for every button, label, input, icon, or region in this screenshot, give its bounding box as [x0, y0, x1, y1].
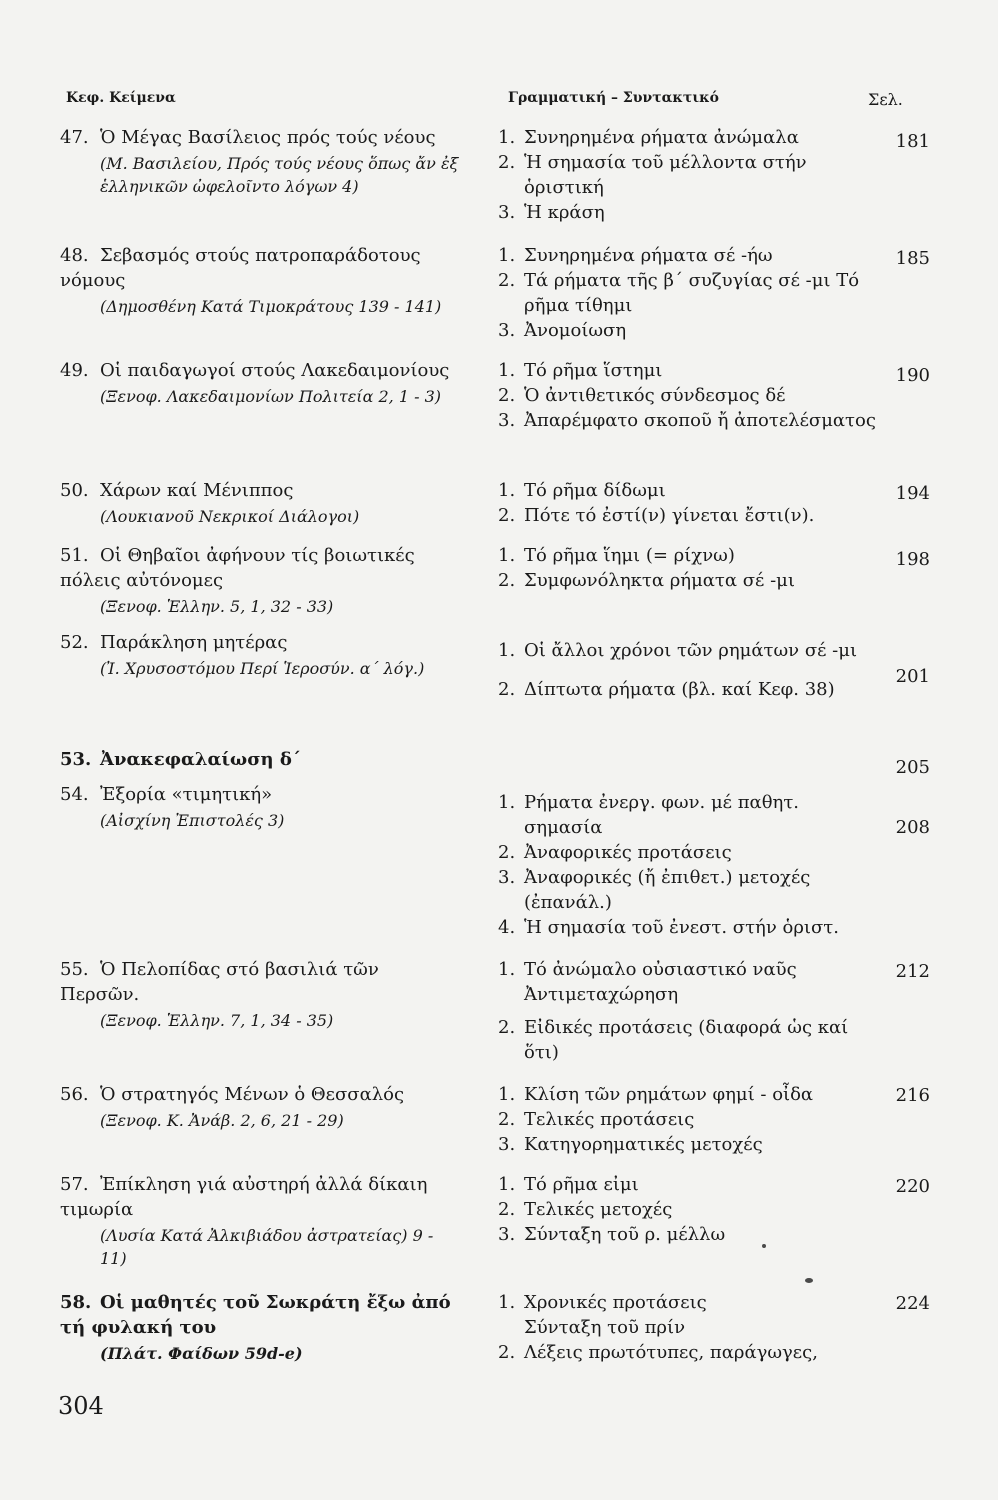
grammar-item: 1. Συνηρημένα ρήματα ἀνώμαλα: [498, 127, 799, 148]
chapter-title: 54. Ἐξορία «τιμητική»: [60, 784, 273, 805]
grammar-item: 1. Τό ρῆμα ἵστημι: [498, 360, 663, 381]
entry-text-column: [60, 358, 460, 408]
grammar-column: [498, 957, 878, 1065]
page-reference: 181: [895, 131, 930, 152]
chapter-source: (Ξενοφ. Κ. Ἀνάβ. 2, 6, 21 - 29): [100, 1111, 344, 1130]
ink-speck: [762, 1244, 766, 1248]
entry-text-column: [60, 1172, 460, 1270]
entry-text-column: [60, 957, 460, 1032]
entry-text-column: [60, 243, 460, 318]
page-reference: 185: [895, 248, 930, 269]
entry-text-column: [60, 478, 460, 528]
grammar-item: 1. Οἱ ἄλλοι χρόνοι τῶν ρημάτων σέ -μι: [498, 640, 857, 661]
chapter-source: (Αἰσχίνη Ἐπιστολές 3): [100, 811, 285, 830]
chapter-source: (Ξενοφ. Ἑλλην. 5, 1, 32 - 33): [100, 597, 334, 616]
grammar-item: 1. Ρήματα ἐνεργ. φων. μέ παθητ. σημασία: [498, 792, 799, 838]
grammar-item: 4. Ἡ σημασία τοῦ ἐνεστ. στήν ὁριστ.: [498, 917, 839, 938]
grammar-column: [498, 125, 878, 225]
chapter-title: 50. Χάρων καί Μένιππος: [60, 480, 294, 501]
ink-speck: [805, 1278, 813, 1283]
grammar-item: 1. Τό ρῆμα εἰμι: [498, 1174, 639, 1195]
page-number: 304: [58, 1392, 104, 1420]
grammar-column: [498, 478, 878, 528]
grammar-item-continuation: Ἀντιμεταχώρηση: [524, 984, 679, 1005]
grammar-item: 2. Τά ρήματα τῆς β΄ συζυγίας σέ -μι Τό ρῆμα τίθημι: [498, 270, 860, 316]
entry-text-column: [60, 747, 460, 772]
page-reference: 216: [895, 1085, 930, 1106]
chapter-source: (Ἰ. Χρυσοστόμου Περί Ἱεροσύν. α΄ λόγ.): [100, 659, 425, 678]
header-chapter-texts: Κεφ. Κείμενα: [66, 90, 176, 106]
header-grammar-syntax: Γραμματική – Συντακτικό: [508, 90, 719, 106]
chapter-source: (Μ. Βασιλείου, Πρός τούς νέους ὅπως ἄν ἐξ ἑλληνικῶν ὠφελοῖντο λόγων 4): [100, 154, 459, 196]
page-reference: 194: [895, 483, 930, 504]
page-reference: 190: [895, 365, 930, 386]
chapter-source: (Λουκιανοῦ Νεκρικοί Διάλογοι): [100, 507, 360, 526]
chapter-source: (Δημοσθένη Κατά Τιμοκράτους 139 - 141): [100, 297, 442, 316]
chapter-title: 47. Ὁ Μέγας Βασίλειος πρός τούς νέους: [60, 127, 436, 148]
page-reference: 224: [895, 1293, 930, 1314]
grammar-item: 2. Ἡ σημασία τοῦ μέλλοντα στήν ὁριστική: [498, 152, 807, 198]
entry-text-column: [60, 782, 460, 832]
chapter-title: 55. Ὁ Πελοπίδας στό βασιλιά τῶν Περσῶν.: [60, 959, 379, 1005]
grammar-column: [498, 243, 878, 343]
entry-text-column: [60, 1290, 460, 1365]
grammar-item: 1. Τό ἀνώμαλο οὐσιαστικό ναῦς: [498, 959, 797, 980]
page-reference: 208: [895, 817, 930, 838]
grammar-column: [498, 1082, 878, 1157]
grammar-item: 1. Κλίση τῶν ρημάτων φημί - οἶδα: [498, 1084, 814, 1105]
grammar-item: 2. Ἀναφορικές προτάσεις: [498, 842, 732, 863]
grammar-column: [498, 543, 878, 593]
grammar-item: 2. Εἰδικές προτάσεις (διαφορά ὡς καί ὅτι): [498, 1017, 849, 1063]
grammar-item: 1. Χρονικές προτάσεις: [498, 1292, 707, 1313]
grammar-item: 3. Ἀνομοίωση: [498, 320, 627, 341]
chapter-title: 51. Οἱ Θηβαῖοι ἀφήνουν τίς βοιωτικές πόλεις αὐτόνομες: [60, 545, 415, 591]
grammar-item: 2. Πότε τό ἐστί(ν) γίνεται ἔστι(ν).: [498, 505, 815, 526]
grammar-item: 2. Συμφωνόληκτα ρήματα σέ -μι: [498, 570, 795, 591]
entry-text-column: [60, 630, 460, 680]
entry-text-column: [60, 1082, 460, 1132]
chapter-title: 53. Ἀνακεφαλαίωση δ΄: [60, 749, 301, 770]
grammar-column: [498, 1290, 878, 1365]
chapter-title: 48. Σεβασμός στούς πατροπαράδοτους νόμους: [60, 245, 421, 291]
grammar-column: [498, 790, 878, 940]
grammar-item: 3. Ἡ κράση: [498, 202, 605, 223]
chapter-source: (Ξενοφ. Ἑλλην. 7, 1, 34 - 35): [100, 1011, 334, 1030]
page-reference: 201: [895, 666, 930, 687]
grammar-item: 1. Τό ρῆμα ἵημι (= ρίχνω): [498, 545, 735, 566]
grammar-column: [498, 638, 878, 702]
chapter-source: (Πλάτ. Φαίδων 59d-e): [100, 1344, 303, 1363]
chapter-title: 52. Παράκληση μητέρας: [60, 632, 288, 653]
grammar-item: 1. Τό ρῆμα δίδωμι: [498, 480, 666, 501]
chapter-title: 49. Οἱ παιδαγωγοί στούς Λακεδαιμονίους: [60, 360, 450, 381]
grammar-item: 1. Συνηρημένα ρήματα σέ -ήω: [498, 245, 773, 266]
page-reference: 198: [895, 549, 930, 570]
chapter-title: 56. Ὁ στρατηγός Μένων ὁ Θεσσαλός: [60, 1084, 405, 1105]
page-reference: 212: [895, 961, 930, 982]
chapter-source: (Λυσία Κατά Ἀλκιβιάδου ἀστρατείας) 9 - 11): [100, 1226, 434, 1268]
grammar-item-continuation: Σύνταξη τοῦ πρίν: [524, 1317, 686, 1338]
header-page-label: Σελ.: [868, 90, 903, 109]
grammar-item: 2. Λέξεις πρωτότυπες, παράγωγες,: [498, 1342, 818, 1363]
grammar-item: 3. Ἀναφορικές (ἤ ἐπιθετ.) μετοχές (ἐπανάλ.): [498, 867, 811, 913]
entry-text-column: [60, 125, 460, 198]
grammar-column: [498, 358, 878, 433]
page-reference: 220: [895, 1176, 930, 1197]
grammar-item: 3. Κατηγορηματικές μετοχές: [498, 1134, 763, 1155]
chapter-title: 57. Ἐπίκληση γιά αὐστηρή ἀλλά δίκαιη τιμωρία: [60, 1174, 428, 1220]
grammar-item: 2. Δίπτωτα ρήματα (βλ. καί Κεφ. 38): [498, 679, 835, 700]
page-reference: 205: [895, 757, 930, 778]
grammar-item: 2. Ὁ ἀντιθετικός σύνδεσμος δέ: [498, 385, 786, 406]
grammar-item: 3. Ἀπαρέμφατο σκοποῦ ἤ ἀποτελέσματος: [498, 410, 876, 431]
chapter-source: (Ξενοφ. Λακεδαιμονίων Πολιτεία 2, 1 - 3): [100, 387, 441, 406]
entry-text-column: [60, 543, 460, 618]
chapter-title: 58. Οἱ μαθητές τοῦ Σωκράτη ἔξω ἀπό τή φυλακή του: [60, 1292, 451, 1338]
grammar-item: 2. Τελικές μετοχές: [498, 1199, 673, 1220]
grammar-column: [498, 1172, 878, 1247]
grammar-item: 3. Σύνταξη τοῦ ρ. μέλλω: [498, 1224, 726, 1245]
grammar-item: 2. Τελικές προτάσεις: [498, 1109, 695, 1130]
